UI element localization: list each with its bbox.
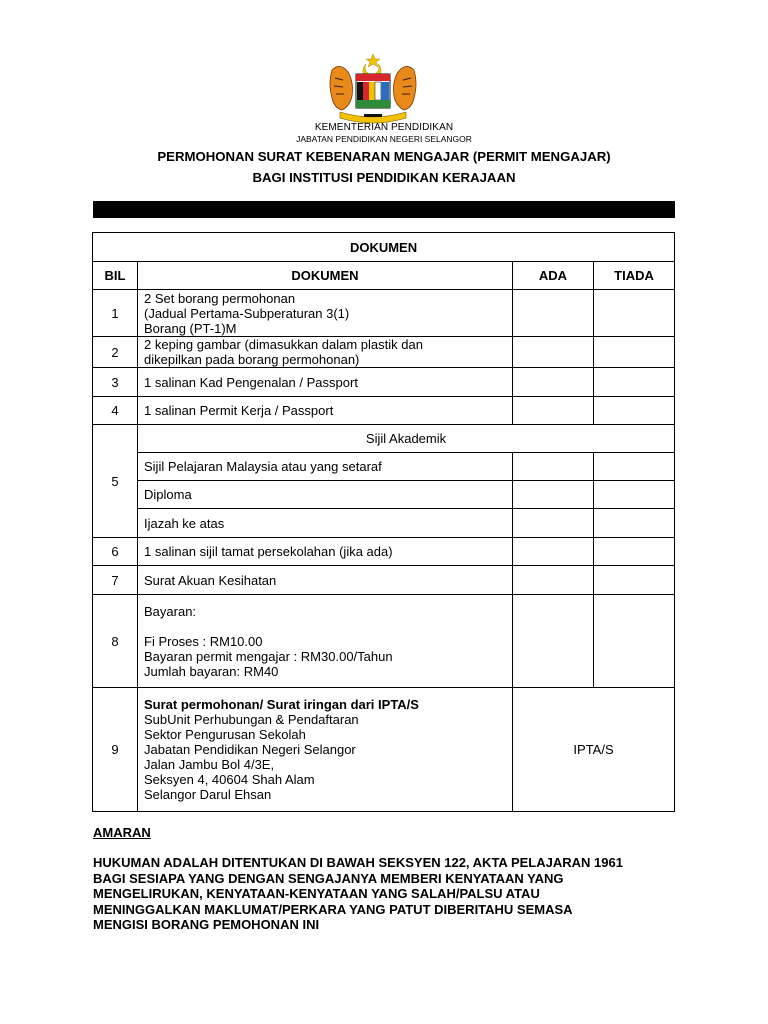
ada-checkbox-cell[interactable] [513, 453, 594, 481]
document-text: Bayaran permit mengajar : RM30.00/Tahun [144, 648, 393, 664]
document-text: (Jadual Pertama-Subperaturan 3(1) [144, 305, 350, 321]
section-sijil-akademik: Sijil Akademik [138, 425, 675, 453]
ipta-status-cell: IPTA/S [513, 688, 675, 812]
document-text: 2 Set borang permohonan [144, 290, 296, 306]
table-row [93, 595, 675, 688]
document-cell [138, 337, 513, 368]
ada-checkbox-cell[interactable] [513, 595, 594, 688]
document-cell [138, 290, 513, 337]
row-number: 8 [93, 595, 138, 688]
ada-checkbox-cell[interactable] [513, 368, 594, 397]
document-checklist-table [92, 232, 675, 812]
document-heading: Surat permohonan/ Surat iringan dari IPTA/S [144, 697, 419, 712]
tiada-checkbox-cell[interactable] [594, 397, 675, 425]
document-cell [138, 595, 513, 688]
warning-line: MENINGGALKAN MAKLUMAT/PERKARA YANG PATUT DIBERITAHU SEMASA [93, 901, 573, 917]
table-row [93, 453, 675, 481]
document-cell [138, 688, 513, 812]
table-row [93, 397, 675, 425]
document-text: 1 salinan Kad Pengenalan / Passport [138, 368, 513, 397]
table-header-row [93, 262, 675, 290]
header-bil: BIL [93, 262, 138, 290]
document-text: 1 salinan sijil tamat persekolahan (jika ada) [138, 538, 513, 566]
document-text: Jalan Jambu Bol 4/3E, [144, 757, 275, 772]
table-row [93, 509, 675, 538]
document-text: 1 salinan Permit Kerja / Passport [138, 397, 513, 425]
document-text: Jabatan Pendidikan Negeri Selangor [144, 742, 356, 757]
tiada-checkbox-cell[interactable] [594, 481, 675, 509]
document-text: Sijil Pelajaran Malaysia atau yang setaraf [138, 453, 513, 481]
document-text: Surat Akuan Kesihatan [138, 566, 513, 595]
row-number: 4 [93, 397, 138, 425]
document-text: Seksyen 4, 40604 Shah Alam [144, 772, 315, 787]
warning-text [93, 855, 693, 933]
table-row [93, 481, 675, 509]
ada-checkbox-cell[interactable] [513, 290, 594, 337]
tiada-checkbox-cell[interactable] [594, 337, 675, 368]
table-row [93, 368, 675, 397]
table-caption: DOKUMEN [93, 233, 675, 262]
black-divider-bar [93, 201, 675, 218]
row-number: 6 [93, 538, 138, 566]
tiada-checkbox-cell[interactable] [594, 595, 675, 688]
row-number: 5 [93, 425, 138, 538]
document-text: 2 keping gambar (dimasukkan dalam plastik dan [144, 337, 423, 352]
row-number: 9 [93, 688, 138, 812]
document-text: Sektor Pengurusan Sekolah [144, 727, 306, 742]
header-ada: ADA [513, 262, 594, 290]
tiada-checkbox-cell[interactable] [594, 290, 675, 337]
header-dokumen: DOKUMEN [138, 262, 513, 290]
ada-checkbox-cell[interactable] [513, 481, 594, 509]
document-title: PERMOHONAN SURAT KEBENARAN MENGAJAR (PERMIT MENGAJAR) [157, 149, 611, 164]
warning-line: BAGI SESIAPA YANG DENGAN SENGAJANYA MEMBERI KENYATAAN YANG [93, 870, 564, 886]
document-text [144, 619, 506, 634]
warning-line: MENGELIRUKAN, KENYATAAN-KENYATAAN YANG SALAH/PALSU ATAU [93, 886, 540, 901]
row-number: 2 [93, 337, 138, 368]
ada-checkbox-cell[interactable] [513, 397, 594, 425]
table-row [93, 566, 675, 595]
document-text: Jumlah bayaran: RM40 [144, 663, 279, 679]
header-tiada: TIADA [594, 262, 675, 290]
table-caption-row [93, 233, 675, 262]
document-text: dikepilkan pada borang permohonan) [144, 352, 360, 367]
document-text: Bayaran: [144, 603, 197, 619]
tiada-checkbox-cell[interactable] [594, 538, 675, 566]
tiada-checkbox-cell[interactable] [594, 453, 675, 481]
row-number: 7 [93, 566, 138, 595]
table-row [93, 425, 675, 453]
document-text: Diploma [138, 481, 513, 509]
coat-of-arms-logo [326, 52, 420, 124]
ada-checkbox-cell[interactable] [513, 509, 594, 538]
ada-checkbox-cell[interactable] [513, 337, 594, 368]
department-name: JABATAN PENDIDIKAN NEGERI SELANGOR [296, 134, 472, 144]
table-row [93, 538, 675, 566]
ada-checkbox-cell[interactable] [513, 566, 594, 595]
table-row [93, 688, 675, 812]
warning-line: HUKUMAN ADALAH DITENTUKAN DI BAWAH SEKSYEN 122, AKTA PELAJARAN 1961 [93, 855, 623, 870]
document-subtitle: BAGI INSTITUSI PENDIDIKAN KERAJAAN [252, 170, 516, 185]
warning-title: AMARAN [93, 825, 151, 840]
document-text: Fi Proses : RM10.00 [144, 633, 263, 649]
tiada-checkbox-cell[interactable] [594, 566, 675, 595]
ministry-name: KEMENTERIAN PENDIDIKAN [314, 122, 454, 133]
document-text: Ijazah ke atas [138, 509, 513, 538]
row-number: 3 [93, 368, 138, 397]
ada-checkbox-cell[interactable] [513, 538, 594, 566]
row-number: 1 [93, 290, 138, 337]
document-text: Borang (PT-1)M [144, 320, 237, 336]
document-text: SubUnit Perhubungan & Pendaftaran [144, 712, 359, 727]
tiada-checkbox-cell[interactable] [594, 509, 675, 538]
warning-line: MENGISI BORANG PEMOHONAN INI [93, 917, 320, 932]
table-row [93, 290, 675, 337]
document-text: Selangor Darul Ehsan [144, 787, 272, 802]
table-row [93, 337, 675, 368]
tiada-checkbox-cell[interactable] [594, 368, 675, 397]
